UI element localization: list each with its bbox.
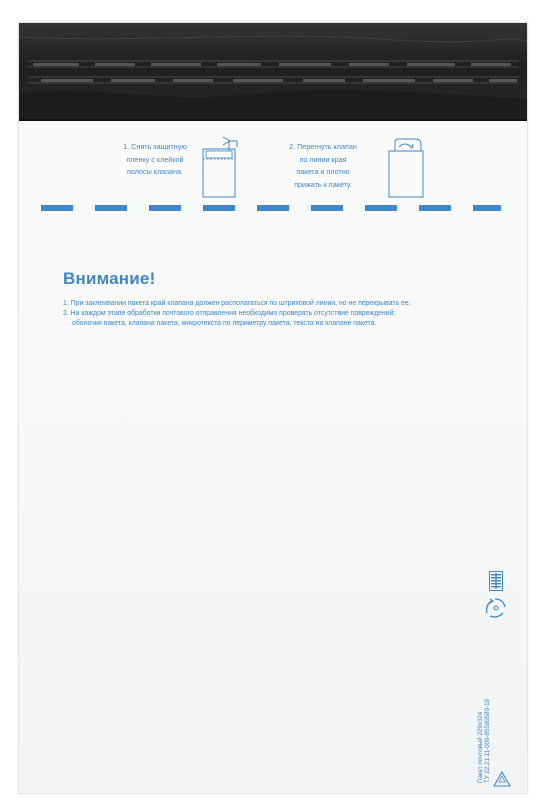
- step-two-line: пакета и плотно: [296, 167, 350, 176]
- warning-item: 2. На каждом этапе обработки почтового отправления необходимо проверять отсутствие повреждений:: [63, 310, 396, 317]
- step-one-line: полосы клапана.: [126, 167, 184, 176]
- seal-line-dash: [41, 205, 73, 211]
- standard-number-text: ТУ 22.21.11-009-85580580-18: [484, 699, 492, 783]
- seal-line-dash: [311, 205, 343, 211]
- step-one-line: 1. Снять защитную: [123, 142, 187, 151]
- warning-item: оболочки пакета, клапана пакета, микротекста по периметру пакета, текста на клапане пакета.: [72, 320, 377, 327]
- step-two-line: прижать к пакету.: [294, 179, 352, 189]
- seal-line-dash: [473, 205, 501, 211]
- seal-line-dash: [365, 205, 397, 211]
- seal-line-dash: [149, 205, 181, 211]
- step-two-line: 2. Перегнуть клапан: [289, 142, 357, 151]
- flap-texture: [19, 23, 527, 121]
- product-name-text: Пакет почтовый 229x324: [477, 711, 484, 783]
- adhesive-flap: [19, 23, 527, 121]
- dashed-seal-line: [41, 205, 501, 211]
- warning-title: Внимание!: [63, 269, 156, 288]
- step-two-line: по линии края: [299, 154, 347, 164]
- recycling-triangle-icon: [493, 771, 511, 787]
- seal-line-dash: [419, 205, 451, 211]
- seal-line-dash: [257, 205, 289, 211]
- mailing-bag: [18, 22, 528, 794]
- fold-flap-illustration: [385, 137, 429, 199]
- warning-list: [63, 299, 411, 329]
- step-two-instruction: [279, 141, 367, 191]
- warning-item: 1. При заклеивании пакета край клапана должен располагаться по штриховой линии, но не перекрывать ее.: [63, 300, 411, 307]
- seal-line-dash: [95, 205, 127, 211]
- step-one-instruction: [107, 141, 203, 179]
- seal-line-dash: [203, 205, 235, 211]
- step-one-line: пленку с клейкой: [126, 154, 184, 164]
- side-marking-text: [477, 563, 492, 783]
- peel-film-illustration: [199, 135, 243, 199]
- side-marking: [477, 571, 507, 791]
